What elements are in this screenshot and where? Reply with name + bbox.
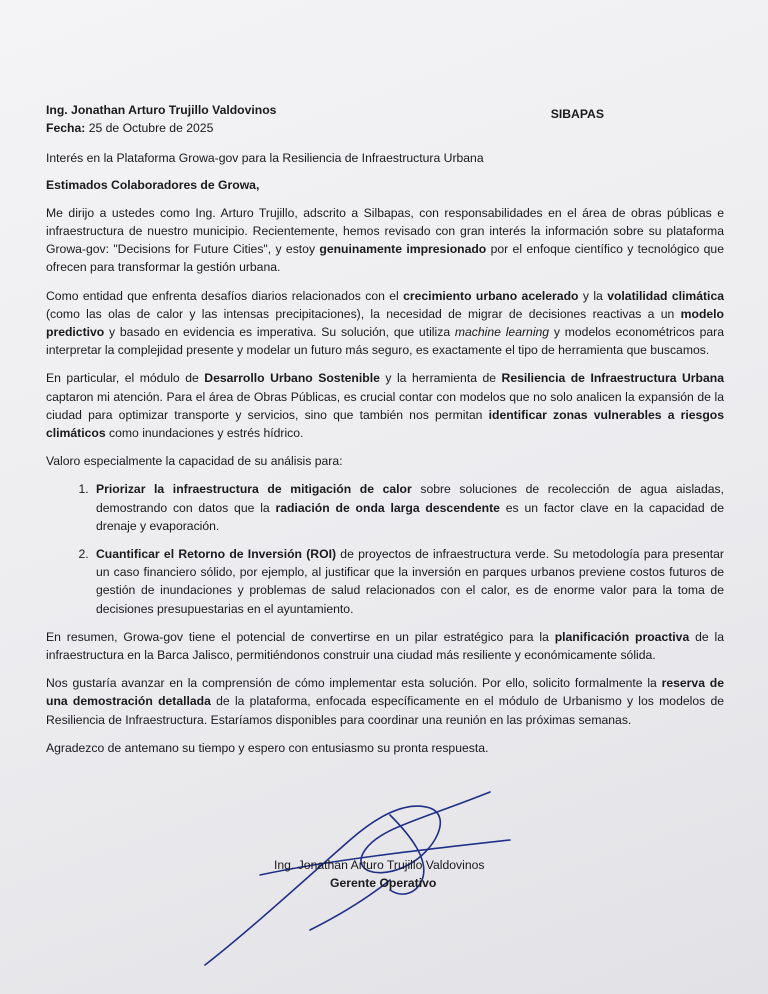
p2-text-c: y la <box>578 288 608 303</box>
p1-bold-b: genuinamente impresionado <box>319 242 487 257</box>
p2-bold-f: modelo predictivo <box>46 306 724 340</box>
p2-bold-b: crecimiento urbano acelerado <box>403 288 579 303</box>
item1-bold-c: radiación de onda larga descendente <box>275 500 500 515</box>
capabilities-list <box>46 480 724 617</box>
p3-text-g: como inundaciones y estrés hídrico. <box>105 426 304 441</box>
p3-text-a: En particular, el módulo de <box>46 371 205 386</box>
p6-text-a: Nos gustaría avanzar en la comprensión de cómo implementar esta solución. Por ello, solicito formalmente la <box>46 676 662 691</box>
subject-line: Interés en la Plataforma Growa-gov para la Resiliencia de Infraestructura Urbana <box>46 151 484 166</box>
paragraph-summary <box>46 628 724 664</box>
p3-bold-b: Desarrollo Urbano Sostenible <box>204 371 380 386</box>
p2-bold-d: volatilidad climática <box>607 288 724 303</box>
greeting-text: Estimados Colaboradores de Growa, <box>46 177 260 192</box>
list-item <box>92 480 724 535</box>
letter-body <box>46 101 724 767</box>
paragraph-challenges <box>46 287 724 360</box>
date-label: Fecha: <box>46 121 86 136</box>
p5-text-c: de la infraestructura en la Barca Jalisco, permitiéndonos construir una ciudad más resiliente y económicamente sólida. <box>46 629 724 663</box>
list-item <box>92 545 724 618</box>
p6-text-c: de la plataforma, enfocada específicamente en el módulo de Urbanismo y los modelos de Resiliencia de Infraestructura. Estaríamos disponibles para coordinar una reunión en las próximas semanas. <box>46 694 724 727</box>
author-name: Ing. Jonathan Arturo Trujillo Valdovinos <box>46 103 277 117</box>
p2-italic-h: machine learning <box>454 325 550 340</box>
paragraph-modules <box>46 369 724 442</box>
p5-text-a: En resumen, Growa-gov tiene el potencial de convertirse en un pilar estratégico para la <box>46 629 555 644</box>
paragraph-closing: Agradezco de antemano su tiempo y espero con entusiasmo su pronta respuesta. <box>46 740 489 755</box>
item1-bold-a: Priorizar la infraestructura de mitigación de calor <box>96 482 412 497</box>
greeting <box>46 176 724 194</box>
p1-text-a: Me dirijo a ustedes como Ing. Arturo Trujillo, adscrito a Silbapas, con responsabilidades en el área de obras públicas e infraestructura de nuestro municipio. Recientemente, hemos revisado con gran interés la información sobre su plataforma Growa-gov: "Decisions for Future Cities", y estoy <box>46 205 724 257</box>
organization-name: SIBAPAS <box>550 107 604 121</box>
p1-text-c: por el enfoque científico y tecnológico que ofrecen para transformar la gestión urbana. <box>46 242 724 275</box>
p2-text-a: Como entidad que enfrenta desafíos diarios relacionados con el <box>46 288 404 303</box>
p3-bold-f: identificar zonas vulnerables a riesgos climáticos <box>46 407 724 441</box>
p6-bold-b: reserva de una demostración detallada <box>46 676 724 709</box>
paragraph-intro <box>46 204 724 277</box>
p3-bold-d: Resiliencia de Infraestructura Urbana <box>501 371 724 386</box>
item2-bold-a: Cuantificar el Retorno de Inversión (ROI) <box>96 547 337 562</box>
paragraph-request <box>46 674 724 729</box>
signatory-name: Ing. Jonathan Arturo Trujillo Valdovinos <box>274 858 485 872</box>
signature-block <box>274 856 484 892</box>
item1-text-d: es un factor clave en la capacidad de drenaje y evaporación. <box>96 500 724 533</box>
date-value: 25 de Octubre de 2025 <box>88 121 214 136</box>
p2-text-g: y basado en evidencia es imperativa. Su solución, que utiliza <box>104 325 455 340</box>
p3-text-e: captaron mi atención. Para el área de Obras Públicas, es crucial contar con modelos que no solo analicen la expansión de la ciudad para optimizar transporte y servicios, sino que también nos permitan <box>46 389 724 422</box>
p5-bold-b: planificación proactiva <box>554 629 690 644</box>
letter-header <box>46 101 724 137</box>
signatory-title: Gerente Operativo <box>330 876 437 890</box>
p2-text-e: (como las olas de calor y las intensas precipitaciones), la necesidad de migrar de decisiones reactivas a un <box>46 306 681 321</box>
item1-text-b: sobre soluciones de recolección de agua aisladas, demostrando con datos que la <box>96 482 724 515</box>
item2-text-b: de proyectos de infraestructura verde. Su metodología para presentar un caso financiero sólido, por ejemplo, al justificar que la inversión en parques urbanos previene costos futuros de gestión de inundaciones y problemas de salud relacionados con el calor, es de enorme valor para la toma de decisiones presupuestarias en el ayuntamiento. <box>96 547 724 616</box>
p3-text-c: y la herramienta de <box>379 371 502 386</box>
paragraph-value-intro: Valoro especialmente la capacidad de su análisis para: <box>46 454 343 469</box>
p2-text-i: y modelos econométricos para interpretar la complejidad presente y modelar un futuro más seguro, es exactamente el tipo de herramienta que buscamos. <box>46 325 724 358</box>
